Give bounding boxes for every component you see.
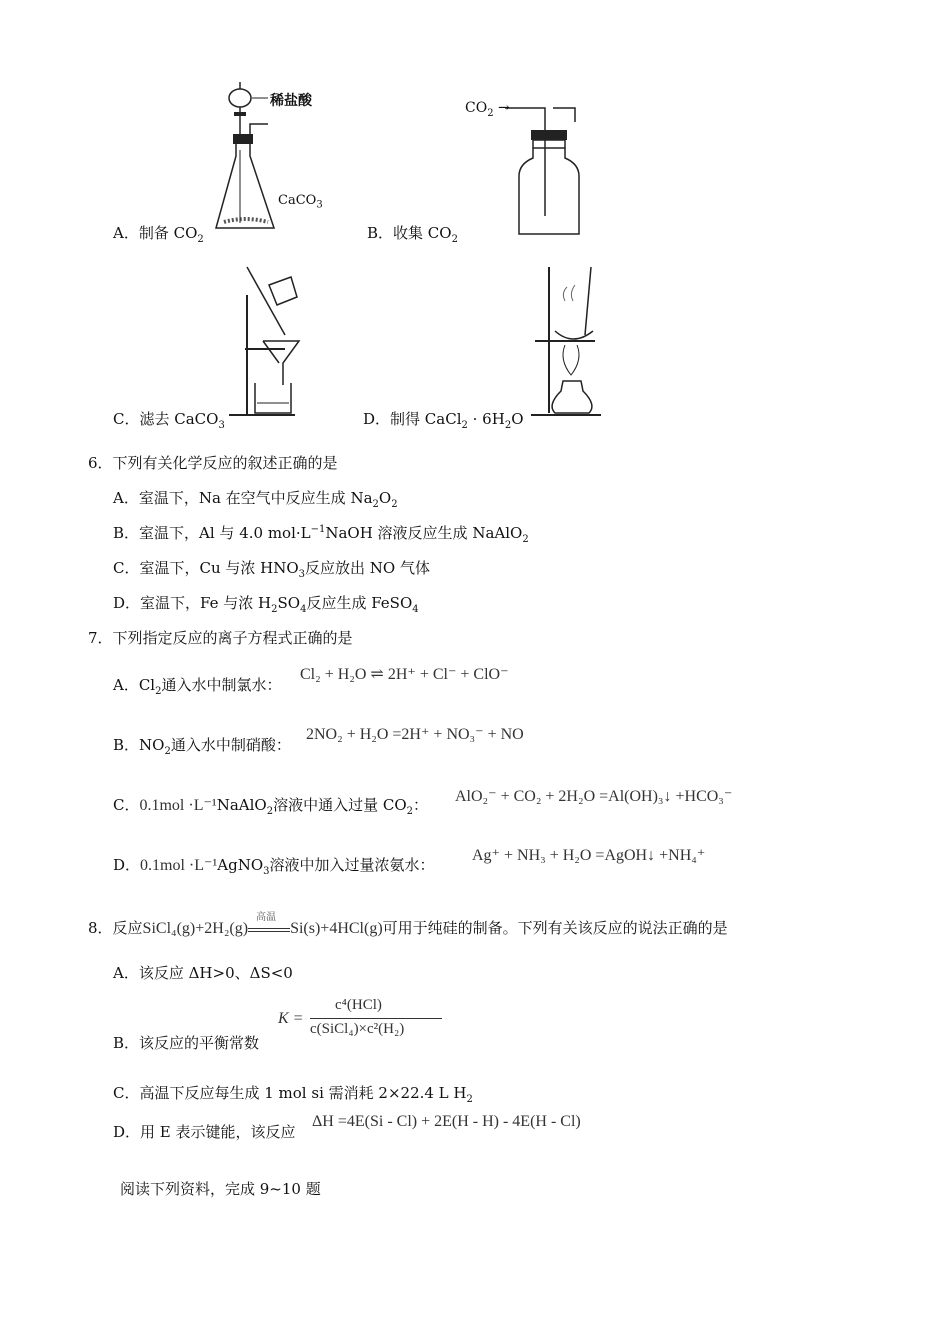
option-c-figure-caption: C．滤去 CaCO$_3$ (113, 410, 225, 431)
question-7-stem: 7．下列指定反应的离子方程式正确的是 (88, 629, 353, 647)
question-6-option-d: D．室温下，Fe 与浓 $H_2SO_4$反应生成 FeSO$_4$ (113, 594, 419, 615)
option-b-figure-caption: B．收集 $CO_2$ (367, 224, 458, 245)
reading-instruction: 阅读下列资料，完成 9~10 题 (120, 1180, 321, 1198)
question-6-option-a: A．室温下，Na 在空气中反应生成 $Na_2O_2$ (113, 489, 398, 510)
question-8-reaction-right: Si(s)+4HCl(g) (290, 920, 383, 937)
figure-c-apparatus (225, 265, 315, 425)
figure-a-acid-label: 稀盐酸 (270, 93, 312, 109)
equilibrium-constant-denominator: c(SiCl₄)×c²(H₂) (310, 1021, 405, 1037)
figure-b-gas-label: $CO_2$ → (465, 100, 510, 119)
question-7-option-b-equation: 2NO₂ + H₂O =2H⁺ + NO₃⁻ + NO (306, 726, 524, 743)
question-8-stem: 8．反应SiCl₄(g)+2H₂(g) 高温 Si(s)+4HCl(g)可用于纯硅的制备。下列有关该反应的说法正确的是 (88, 917, 728, 938)
question-7-option-a-equation: Cl₂ + H₂O ⇌ 2H⁺ + Cl⁻ + ClO⁻ (300, 666, 509, 683)
question-8-option-c: C．高温下反应每生成 1 mol si 需消耗 2×22.4 L $H_2$ (113, 1084, 473, 1105)
question-7-option-d-equation: Ag⁺ + NH₃ + H₂O =AgOH↓ +NH₄⁺ (472, 847, 706, 864)
figure-a-solid-label: CaCO$_3$ (278, 193, 323, 211)
fraction-bar (310, 1018, 442, 1019)
question-6-option-c: C．室温下，Cu 与浓 $HNO_3$反应放出 NO 气体 (113, 559, 430, 580)
equilibrium-constant-numerator: c⁴(HCl) (335, 997, 382, 1013)
question-8-option-a: A．该反应 ΔH>0、ΔS<0 (113, 964, 293, 982)
question-8-option-d-equation: ΔH =4E(Si - Cl) + 2E(H - H) - 4E(H - Cl) (312, 1113, 581, 1130)
question-6-option-b: B．室温下，Al 与 4.0 $mol\cdot L^{-1}NaOH$ 溶液反应生成 NaAlO$_2$ (113, 524, 529, 545)
equilibrium-constant-symbol: K = (278, 1010, 304, 1027)
question-8-option-b: B．该反应的平衡常数 (113, 1034, 260, 1052)
question-7-option-c-equation: AlO₂⁻ + CO₂ + 2H₂O =Al(OH)₃↓ +HCO₃⁻ (455, 788, 733, 805)
option-a-figure-caption: A．制备 $CO_2$ (113, 224, 204, 245)
question-6-stem: 6．下列有关化学反应的叙述正确的是 (88, 454, 338, 472)
question-8-reaction-condition: 高温 (256, 912, 277, 923)
question-7-option-d: D．0.1mol ·L⁻¹AgNO$_3$溶液中加入过量浓氨水： (113, 856, 435, 877)
question-7-option-b: B．$NO_2$通入水中制硝酸： (113, 736, 291, 757)
option-d-figure-caption: D．制得 CaCl$_2$ · $6H_2O$ (363, 410, 524, 431)
question-8-reaction-left: SiCl₄(g)+2H₂(g) (142, 920, 249, 937)
question-8-option-d: D．用 E 表示键能，该反应 (113, 1123, 296, 1141)
figure-d-apparatus (525, 265, 605, 425)
figure-b-apparatus (505, 96, 595, 241)
question-7-option-a: A．$Cl_2$通入水中制氯水： (113, 676, 282, 697)
question-7-option-c: C．0.1mol ·L⁻¹NaAlO$_2$溶液中通入过量 $CO_2$： (113, 796, 429, 817)
